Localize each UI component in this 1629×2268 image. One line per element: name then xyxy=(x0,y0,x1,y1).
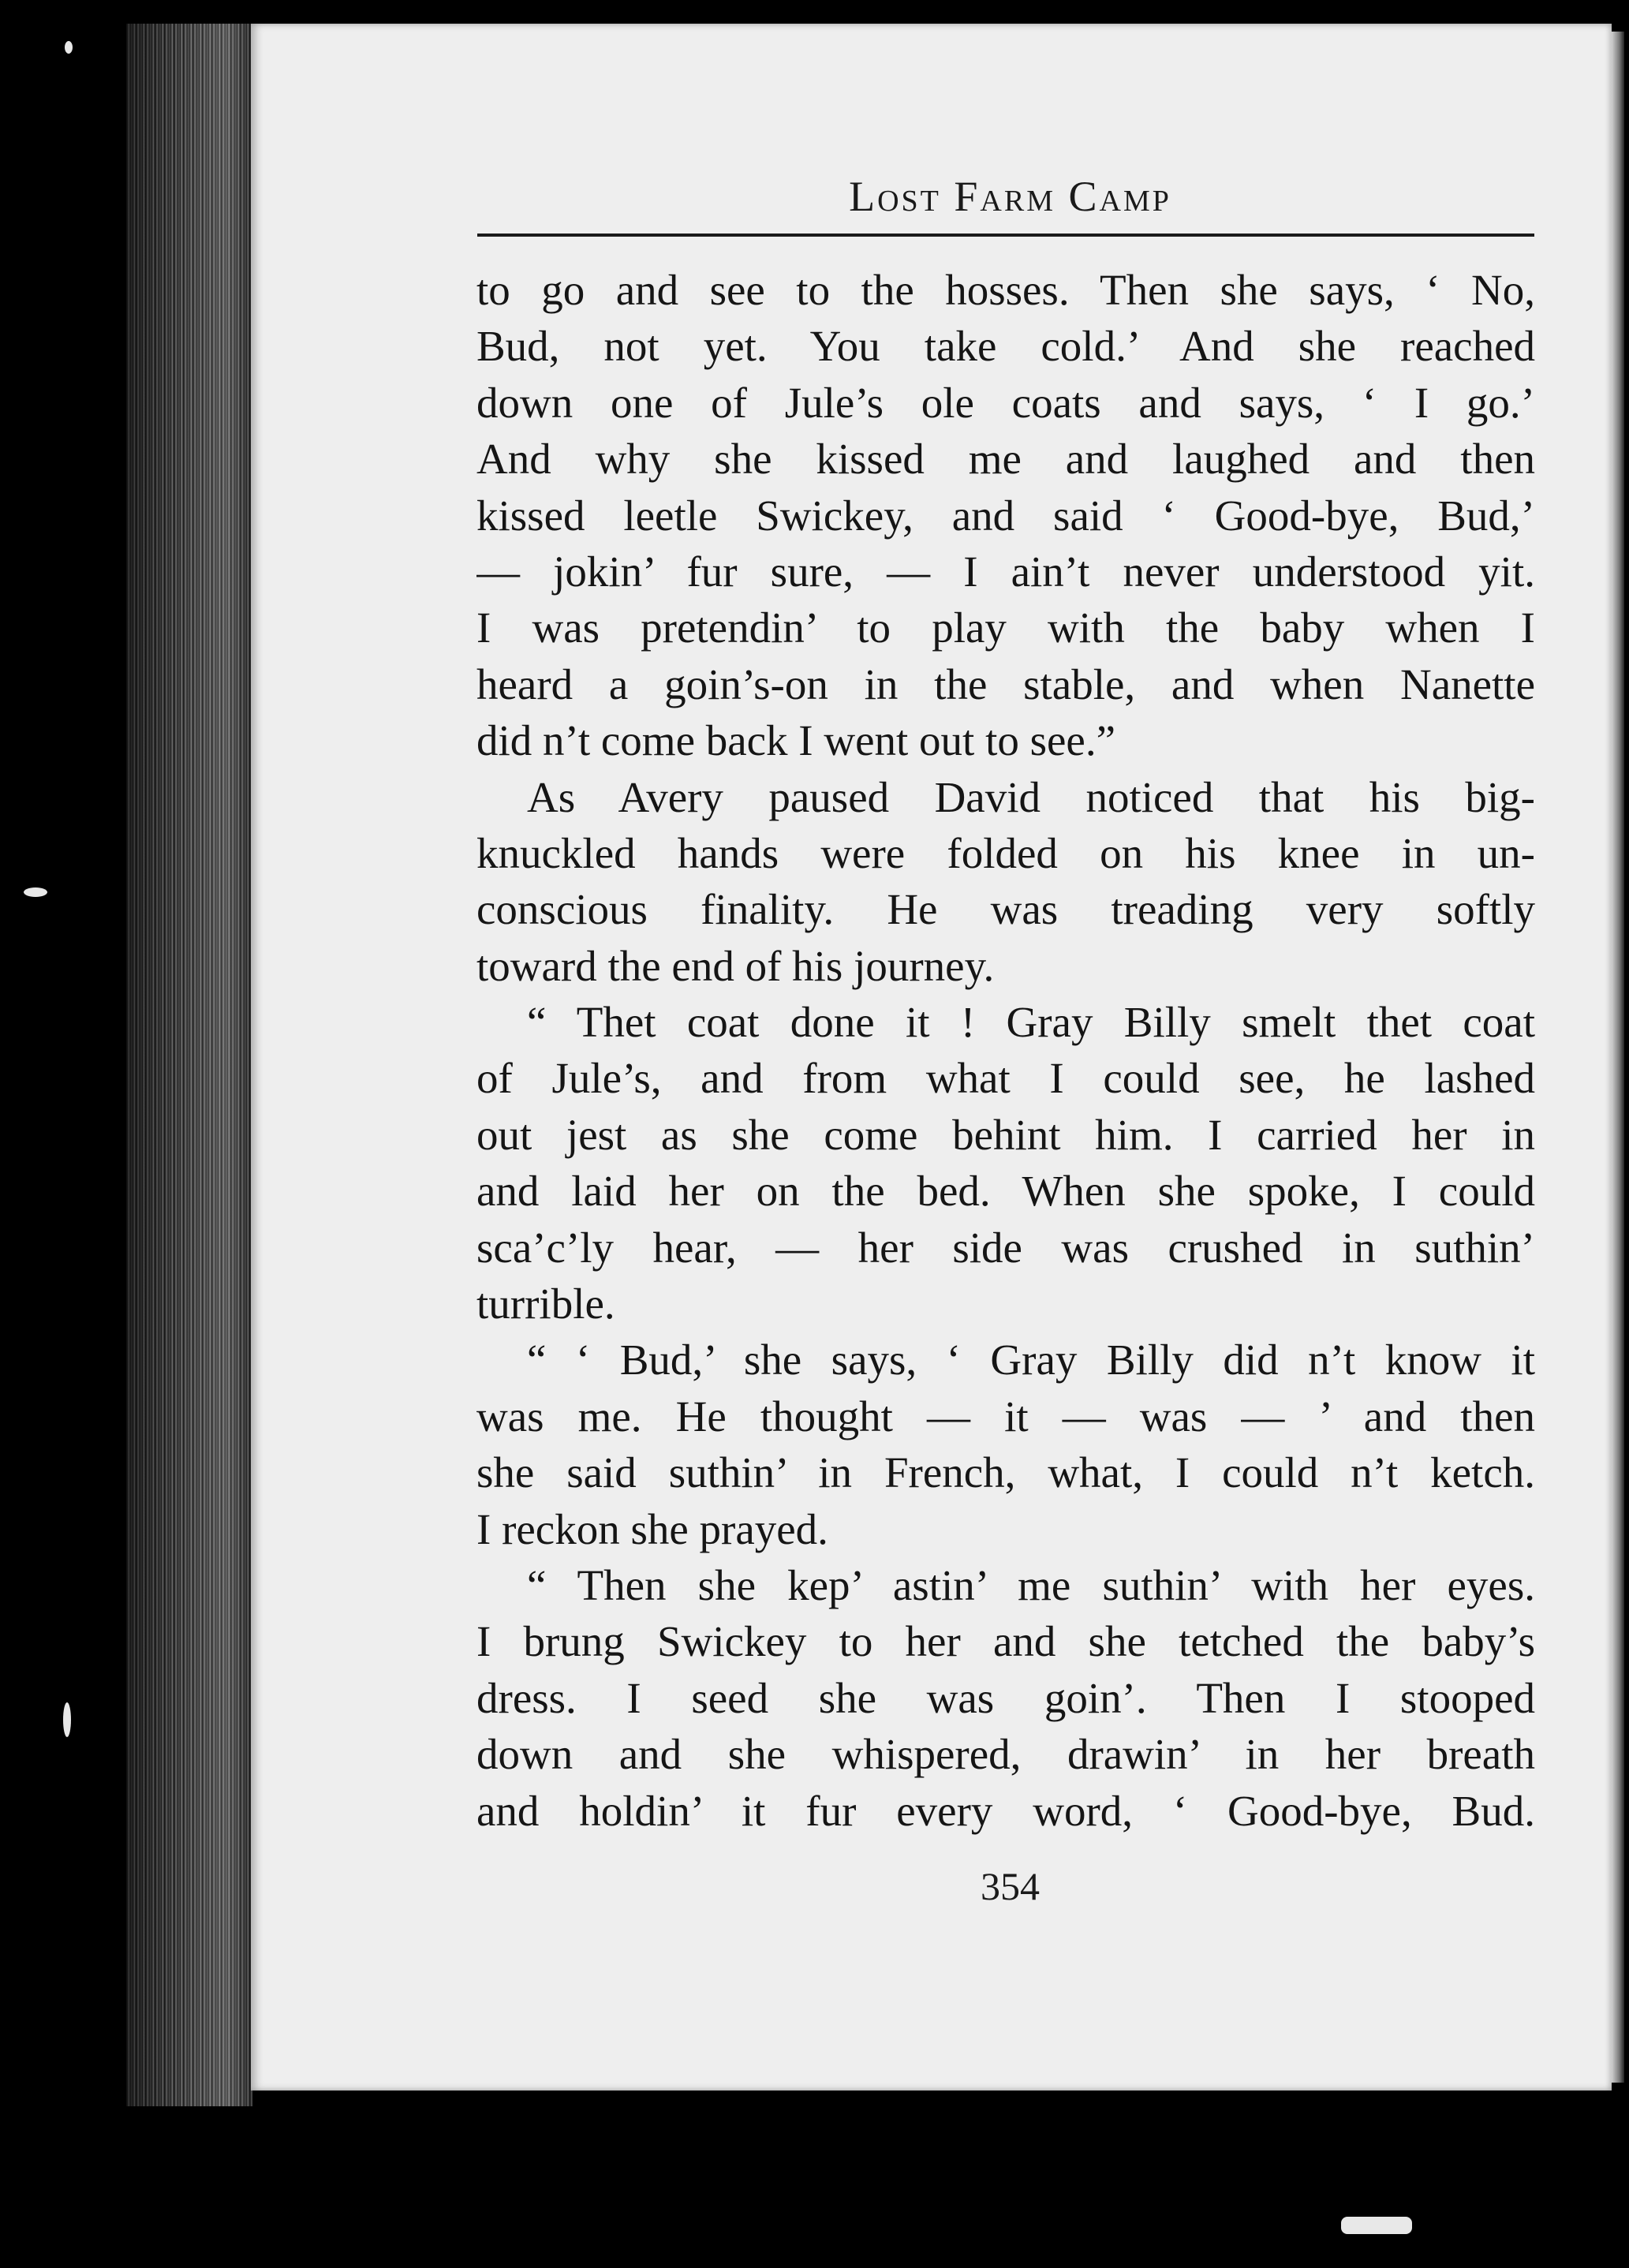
body-text xyxy=(476,262,1535,1839)
text-line: And why she kissed me and laughed and then xyxy=(476,435,1535,484)
text-line: toward the end of his journey. xyxy=(476,941,995,990)
text-line: “ ‘ Bud,’ she says, ‘ Gray Billy did n’t know it xyxy=(527,1336,1535,1384)
text-line: kissed leetle Swickey, and said ‘ Good-bye, Bud,’ xyxy=(476,491,1535,540)
text-line: As Avery paused David noticed that his big- xyxy=(527,772,1535,821)
text-line: to go and see to the hosses. Then she says, ‘ No, xyxy=(476,266,1535,314)
page-right-edge xyxy=(1612,32,1624,2083)
scan-speck xyxy=(63,1702,71,1737)
page-number: 354 xyxy=(981,1864,1040,1908)
book-page xyxy=(251,24,1612,2091)
text-line: I was pretendin’ to play with the baby when I xyxy=(476,603,1535,652)
text-line: “ Thet coat done it ! Gray Billy smelt thet coat xyxy=(527,998,1535,1047)
text-line: and laid her on the bed. When she spoke, I could xyxy=(476,1167,1535,1216)
text-line: was me. He thought — it — was — ’ and then xyxy=(476,1392,1535,1440)
text-line: out jest as she come behint him. I carried her in xyxy=(476,1110,1535,1159)
book-page-edges xyxy=(126,24,252,2106)
text-line: sca’c’ly hear, — her side was crushed in suthin’ xyxy=(476,1223,1535,1272)
text-line: down and she whispered, drawin’ in her breath xyxy=(476,1730,1535,1779)
text-line: knuckled hands were folded on his knee in un- xyxy=(476,828,1535,877)
text-line: I reckon she prayed. xyxy=(476,1504,828,1553)
scan-speck xyxy=(24,887,47,897)
text-line: turrible. xyxy=(476,1280,615,1328)
text-line: — jokin’ fur sure, — I ain’t never understood yit. xyxy=(476,547,1535,596)
scan-speck xyxy=(1341,2217,1412,2234)
text-line: and holdin’ it fur every word, ‘ Good-bye, Bud. xyxy=(476,1786,1535,1835)
text-line: did n’t come back I went out to see.” xyxy=(476,716,1115,765)
text-line: “ Then she kep’ astin’ me suthin’ with her eyes. xyxy=(527,1560,1535,1609)
text-line: Bud, not yet. You take cold.’ And she reached xyxy=(476,322,1535,371)
scan-speck xyxy=(65,41,73,54)
text-line: she said suthin’ in French, what, I could n’t ketch. xyxy=(476,1448,1535,1497)
text-line: down one of Jule’s ole coats and says, ‘ I go.’ xyxy=(476,378,1535,427)
text-line: conscious finality. He was treading very softly xyxy=(476,885,1535,934)
running-head: Lost Farm Camp xyxy=(849,173,1171,220)
text-line: of Jule’s, and from what I could see, he lashed xyxy=(476,1054,1535,1103)
text-line: dress. I seed she was goin’. Then I stooped xyxy=(476,1673,1535,1722)
text-line: I brung Swickey to her and she tetched the baby’s xyxy=(476,1617,1535,1666)
text-line: heard a goin’s-on in the stable, and when Nanette xyxy=(476,659,1535,708)
header-rule xyxy=(477,234,1534,237)
